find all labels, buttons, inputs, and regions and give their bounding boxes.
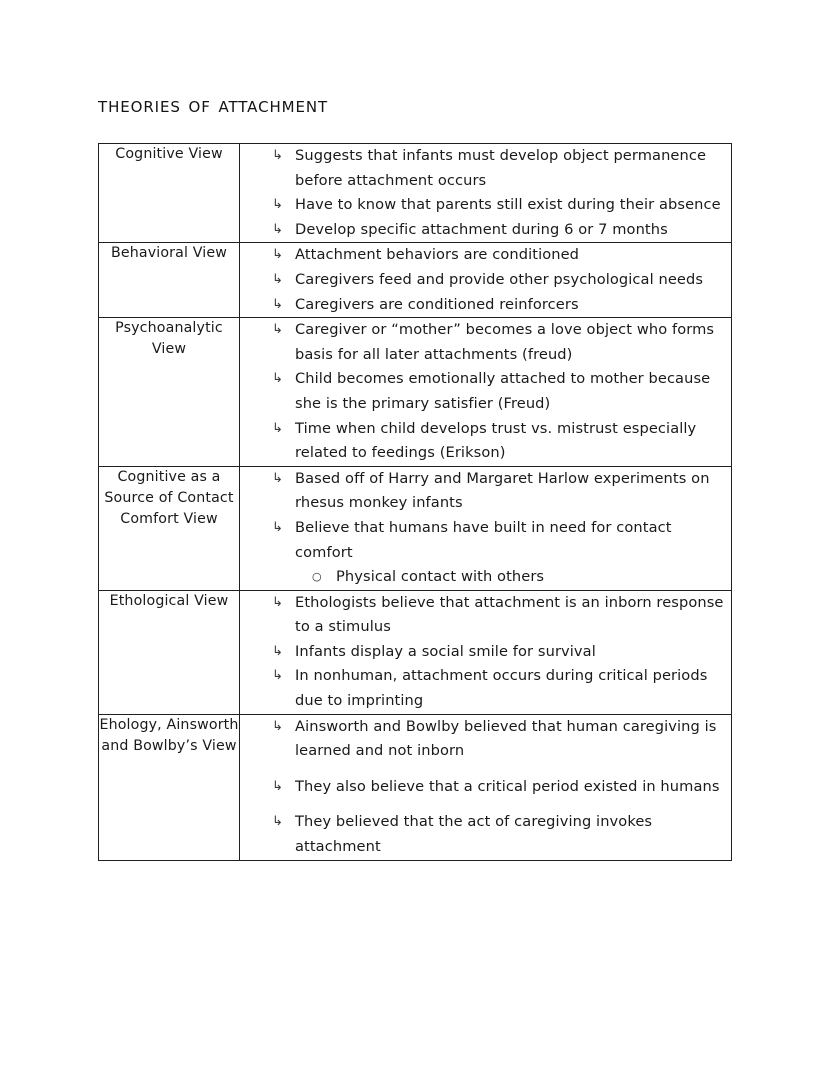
list-item-text: Infants display a social smile for survival bbox=[295, 642, 596, 660]
sub-bullet-list bbox=[240, 565, 731, 590]
list-item bbox=[240, 467, 731, 516]
list-item-text: Caregivers are conditioned reinforcers bbox=[295, 295, 579, 313]
list-item bbox=[240, 367, 731, 416]
table-row bbox=[99, 318, 732, 467]
bullet-list bbox=[240, 144, 731, 242]
hollow-circle-icon: ○ bbox=[312, 570, 322, 584]
list-item bbox=[240, 144, 731, 193]
arrow-down-right-icon: ↳ bbox=[272, 778, 283, 794]
sub-list-item-text: Physical contact with others bbox=[336, 568, 545, 586]
list-item bbox=[240, 591, 731, 640]
list-item-text: Suggests that infants must develop object permanence before attachment occurs bbox=[295, 147, 707, 189]
list-item bbox=[240, 318, 731, 367]
bullet-list bbox=[240, 591, 731, 714]
bullet-list bbox=[240, 467, 731, 565]
list-item bbox=[240, 293, 731, 318]
list-item bbox=[240, 664, 731, 713]
bullet-list bbox=[240, 318, 731, 466]
row-label-behavioral-view: Behavioral View bbox=[99, 243, 240, 318]
theories-of-attachment-table bbox=[98, 143, 732, 861]
arrow-down-right-icon: ↳ bbox=[272, 371, 283, 387]
row-label-ethological-view: Ethological View bbox=[99, 590, 240, 714]
table-row bbox=[99, 466, 732, 590]
list-item bbox=[240, 218, 731, 243]
row-content-ethological-view bbox=[240, 590, 732, 714]
arrow-down-right-icon: ↳ bbox=[272, 247, 283, 263]
list-item bbox=[240, 775, 731, 800]
list-item bbox=[240, 640, 731, 665]
arrow-down-right-icon: ↳ bbox=[272, 322, 283, 338]
arrow-down-right-icon: ↳ bbox=[272, 271, 283, 287]
bullet-list bbox=[240, 243, 731, 317]
list-item bbox=[240, 810, 731, 859]
row-content-behavioral-view bbox=[240, 243, 732, 318]
table-row bbox=[99, 714, 732, 860]
list-item-text: Have to know that parents still exist during their absence bbox=[295, 196, 721, 214]
list-item-text: They also believe that a critical period existed in humans bbox=[295, 777, 720, 795]
list-item-text: Ainsworth and Bowlby believed that human caregiving is learned and not inborn bbox=[295, 717, 717, 760]
bullet-list bbox=[240, 715, 731, 860]
arrow-down-right-icon: ↳ bbox=[272, 221, 283, 237]
arrow-down-right-icon: ↳ bbox=[272, 470, 283, 486]
arrow-down-right-icon: ↳ bbox=[272, 643, 283, 659]
list-item-text: Time when child develops trust vs. mistrust especially related to feedings (Erikson) bbox=[295, 419, 697, 462]
table-row bbox=[99, 144, 732, 243]
arrow-down-right-icon: ↳ bbox=[272, 197, 283, 213]
list-item bbox=[240, 243, 731, 268]
list-item-text: Child becomes emotionally attached to mother because she is the primary satisfier (Freud) bbox=[295, 370, 711, 412]
row-label-cognitive-view: Cognitive View bbox=[99, 144, 240, 243]
arrow-down-right-icon: ↳ bbox=[272, 718, 283, 734]
list-item bbox=[240, 516, 731, 565]
table-body bbox=[99, 144, 732, 861]
arrow-down-right-icon: ↳ bbox=[272, 814, 283, 830]
list-item-text: Develop specific attachment during 6 or 7 months bbox=[295, 220, 668, 238]
list-item bbox=[240, 193, 731, 218]
list-item-text: In nonhuman, attachment occurs during critical periods due to imprinting bbox=[295, 667, 708, 710]
row-content-cognitive-view bbox=[240, 144, 732, 243]
arrow-down-right-icon: ↳ bbox=[272, 420, 283, 436]
table-row bbox=[99, 243, 732, 318]
row-label-cognitive-contact-comfort-view: Cognitive as a Source of Contact Comfort View bbox=[99, 466, 240, 590]
row-label-ethology-ainsworth-bowlby-view: Ehology, Ainsworth and Bowlby’s View bbox=[99, 714, 240, 860]
arrow-down-right-icon: ↳ bbox=[272, 668, 283, 684]
page-title: theories of attachment bbox=[98, 93, 329, 118]
row-label-psychoanalytic-view: Psychoanalytic View bbox=[99, 318, 240, 467]
row-content-cognitive-contact-comfort-view bbox=[240, 466, 732, 590]
list-item-text: Caregiver or “mother” becomes a love object who forms basis for all later attachments (freud) bbox=[295, 321, 715, 363]
list-item-text: Ethologists believe that attachment is an inborn response to a stimulus bbox=[295, 593, 724, 636]
list-item-text: Believe that humans have built in need for contact comfort bbox=[295, 518, 672, 561]
arrow-down-right-icon: ↳ bbox=[272, 296, 283, 312]
arrow-down-right-icon: ↳ bbox=[272, 519, 283, 535]
list-item-text: Caregivers feed and provide other psychological needs bbox=[295, 270, 704, 288]
table-row bbox=[99, 590, 732, 714]
arrow-down-right-icon: ↳ bbox=[272, 148, 283, 163]
list-item bbox=[240, 268, 731, 293]
arrow-down-right-icon: ↳ bbox=[272, 594, 283, 610]
list-item bbox=[240, 715, 731, 764]
sub-list-item bbox=[240, 565, 731, 590]
row-content-ethology-ainsworth-bowlby-view bbox=[240, 714, 732, 860]
list-item bbox=[240, 417, 731, 466]
row-content-psychoanalytic-view bbox=[240, 318, 732, 467]
list-item-text: They believed that the act of caregiving invokes attachment bbox=[295, 813, 653, 856]
list-item-text: Based off of Harry and Margaret Harlow experiments on rhesus monkey infants bbox=[295, 469, 710, 512]
list-item-text: Attachment behaviors are conditioned bbox=[295, 246, 580, 264]
